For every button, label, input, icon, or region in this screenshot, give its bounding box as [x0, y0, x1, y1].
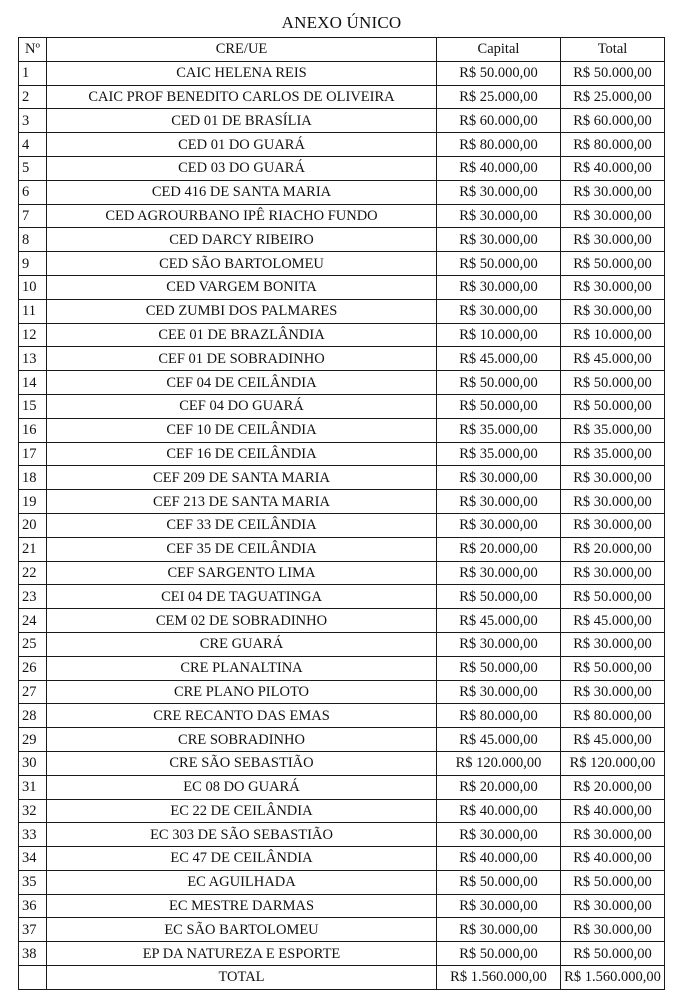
row-total: R$ 80.000,00 — [561, 704, 665, 728]
row-capital: R$ 30.000,00 — [437, 275, 561, 299]
row-capital: R$ 50.000,00 — [437, 942, 561, 966]
row-capital: R$ 45.000,00 — [437, 347, 561, 371]
table-row — [19, 418, 665, 442]
row-cre-ue: CED DARCY RIBEIRO — [47, 228, 437, 252]
row-total: R$ 10.000,00 — [561, 323, 665, 347]
row-total: R$ 50.000,00 — [561, 942, 665, 966]
row-capital: R$ 40.000,00 — [437, 847, 561, 871]
row-capital: R$ 80.000,00 — [437, 704, 561, 728]
row-number: 37 — [19, 918, 47, 942]
row-capital: R$ 45.000,00 — [437, 609, 561, 633]
row-capital: R$ 30.000,00 — [437, 680, 561, 704]
row-capital: R$ 50.000,00 — [437, 656, 561, 680]
header-number: Nº — [19, 38, 47, 62]
row-number: 36 — [19, 894, 47, 918]
row-cre-ue: CEF SARGENTO LIMA — [47, 561, 437, 585]
row-number: 24 — [19, 609, 47, 633]
row-total: R$ 30.000,00 — [561, 275, 665, 299]
row-number: 6 — [19, 180, 47, 204]
table-row — [19, 466, 665, 490]
table-row — [19, 204, 665, 228]
row-total: R$ 30.000,00 — [561, 490, 665, 514]
row-capital: R$ 80.000,00 — [437, 133, 561, 157]
row-number: 25 — [19, 632, 47, 656]
row-capital: R$ 50.000,00 — [437, 870, 561, 894]
document-title: ANEXO ÚNICO — [281, 13, 402, 32]
total-label: TOTAL — [47, 966, 437, 990]
row-cre-ue: CEF 10 DE CEILÂNDIA — [47, 418, 437, 442]
row-number: 15 — [19, 394, 47, 418]
row-number: 27 — [19, 680, 47, 704]
row-cre-ue: CEF 04 DO GUARÁ — [47, 394, 437, 418]
row-cre-ue: CRE PLANO PILOTO — [47, 680, 437, 704]
row-capital: R$ 30.000,00 — [437, 490, 561, 514]
table-row — [19, 61, 665, 85]
row-number: 3 — [19, 109, 47, 133]
row-total: R$ 50.000,00 — [561, 656, 665, 680]
total-total: R$ 1.560.000,00 — [561, 966, 665, 990]
table-row — [19, 680, 665, 704]
row-number: 2 — [19, 85, 47, 109]
row-total: R$ 120.000,00 — [561, 751, 665, 775]
table-row — [19, 299, 665, 323]
row-total: R$ 50.000,00 — [561, 585, 665, 609]
row-cre-ue: CRE SOBRADINHO — [47, 728, 437, 752]
allocation-table — [18, 37, 665, 990]
table-row — [19, 347, 665, 371]
table-row — [19, 109, 665, 133]
row-capital: R$ 30.000,00 — [437, 894, 561, 918]
row-number: 31 — [19, 775, 47, 799]
row-total: R$ 40.000,00 — [561, 847, 665, 871]
table-header-row — [19, 38, 665, 62]
table-row — [19, 228, 665, 252]
row-cre-ue: CEI 04 DE TAGUATINGA — [47, 585, 437, 609]
table-row — [19, 847, 665, 871]
row-number: 38 — [19, 942, 47, 966]
row-capital: R$ 30.000,00 — [437, 561, 561, 585]
row-cre-ue: CEF 16 DE CEILÂNDIA — [47, 442, 437, 466]
row-number: 4 — [19, 133, 47, 157]
table-row — [19, 275, 665, 299]
row-capital: R$ 10.000,00 — [437, 323, 561, 347]
row-cre-ue: CED 01 DE BRASÍLIA — [47, 109, 437, 133]
row-cre-ue: EC 22 DE CEILÂNDIA — [47, 799, 437, 823]
row-number: 17 — [19, 442, 47, 466]
row-total: R$ 40.000,00 — [561, 799, 665, 823]
row-capital: R$ 35.000,00 — [437, 442, 561, 466]
row-total: R$ 50.000,00 — [561, 252, 665, 276]
row-total: R$ 50.000,00 — [561, 61, 665, 85]
row-number: 34 — [19, 847, 47, 871]
row-total: R$ 30.000,00 — [561, 228, 665, 252]
table-row — [19, 751, 665, 775]
row-total: R$ 30.000,00 — [561, 823, 665, 847]
row-capital: R$ 25.000,00 — [437, 85, 561, 109]
row-total: R$ 35.000,00 — [561, 442, 665, 466]
row-cre-ue: CEF 35 DE CEILÂNDIA — [47, 537, 437, 561]
row-capital: R$ 30.000,00 — [437, 204, 561, 228]
row-capital: R$ 30.000,00 — [437, 823, 561, 847]
row-cre-ue: EC 47 DE CEILÂNDIA — [47, 847, 437, 871]
total-capital: R$ 1.560.000,00 — [437, 966, 561, 990]
row-cre-ue: CEF 01 DE SOBRADINHO — [47, 347, 437, 371]
table-row — [19, 513, 665, 537]
header-total: Total — [561, 38, 665, 62]
row-number: 28 — [19, 704, 47, 728]
row-cre-ue: EC AGUILHADA — [47, 870, 437, 894]
row-number: 5 — [19, 156, 47, 180]
row-cre-ue: EP DA NATUREZA E ESPORTE — [47, 942, 437, 966]
row-cre-ue: CEF 213 DE SANTA MARIA — [47, 490, 437, 514]
row-cre-ue: CED 01 DO GUARÁ — [47, 133, 437, 157]
row-capital: R$ 20.000,00 — [437, 537, 561, 561]
table-row — [19, 799, 665, 823]
table-row — [19, 180, 665, 204]
row-capital: R$ 50.000,00 — [437, 61, 561, 85]
row-total: R$ 45.000,00 — [561, 609, 665, 633]
row-total: R$ 30.000,00 — [561, 513, 665, 537]
row-capital: R$ 120.000,00 — [437, 751, 561, 775]
table-row — [19, 394, 665, 418]
row-cre-ue: CEF 33 DE CEILÂNDIA — [47, 513, 437, 537]
row-number: 26 — [19, 656, 47, 680]
table-total-row — [19, 966, 665, 990]
row-total: R$ 50.000,00 — [561, 371, 665, 395]
row-cre-ue: CED 416 DE SANTA MARIA — [47, 180, 437, 204]
table-row — [19, 775, 665, 799]
table-row — [19, 252, 665, 276]
row-cre-ue: CEM 02 DE SOBRADINHO — [47, 609, 437, 633]
row-total: R$ 80.000,00 — [561, 133, 665, 157]
row-cre-ue: CEF 04 DE CEILÂNDIA — [47, 371, 437, 395]
row-total: R$ 30.000,00 — [561, 180, 665, 204]
row-total: R$ 30.000,00 — [561, 204, 665, 228]
row-capital: R$ 40.000,00 — [437, 156, 561, 180]
row-capital: R$ 50.000,00 — [437, 252, 561, 276]
row-number: 30 — [19, 751, 47, 775]
row-capital: R$ 30.000,00 — [437, 228, 561, 252]
row-total: R$ 20.000,00 — [561, 775, 665, 799]
row-total: R$ 30.000,00 — [561, 299, 665, 323]
row-total: R$ 35.000,00 — [561, 418, 665, 442]
total-empty-cell — [19, 966, 47, 990]
row-capital: R$ 35.000,00 — [437, 418, 561, 442]
row-cre-ue: CAIC PROF BENEDITO CARLOS DE OLIVEIRA — [47, 85, 437, 109]
table-row — [19, 585, 665, 609]
table-row — [19, 656, 665, 680]
row-capital: R$ 30.000,00 — [437, 918, 561, 942]
row-cre-ue: CAIC HELENA REIS — [47, 61, 437, 85]
row-number: 1 — [19, 61, 47, 85]
row-cre-ue: CEF 209 DE SANTA MARIA — [47, 466, 437, 490]
row-total: R$ 30.000,00 — [561, 561, 665, 585]
row-total: R$ 30.000,00 — [561, 466, 665, 490]
row-cre-ue: CED ZUMBI DOS PALMARES — [47, 299, 437, 323]
row-cre-ue: CED AGROURBANO IPÊ RIACHO FUNDO — [47, 204, 437, 228]
row-capital: R$ 45.000,00 — [437, 728, 561, 752]
table-row — [19, 870, 665, 894]
row-number: 8 — [19, 228, 47, 252]
row-capital: R$ 30.000,00 — [437, 632, 561, 656]
table-row — [19, 371, 665, 395]
table-row — [19, 133, 665, 157]
row-capital: R$ 20.000,00 — [437, 775, 561, 799]
row-capital: R$ 50.000,00 — [437, 394, 561, 418]
table-row — [19, 609, 665, 633]
row-capital: R$ 30.000,00 — [437, 513, 561, 537]
row-total: R$ 40.000,00 — [561, 156, 665, 180]
row-capital: R$ 30.000,00 — [437, 180, 561, 204]
row-total: R$ 45.000,00 — [561, 728, 665, 752]
table-row — [19, 942, 665, 966]
row-number: 9 — [19, 252, 47, 276]
table-body — [19, 61, 665, 965]
header-cre-ue: CRE/UE — [47, 38, 437, 62]
row-number: 13 — [19, 347, 47, 371]
row-total: R$ 45.000,00 — [561, 347, 665, 371]
row-total: R$ 60.000,00 — [561, 109, 665, 133]
row-cre-ue: CRE PLANALTINA — [47, 656, 437, 680]
row-cre-ue: EC MESTRE DARMAS — [47, 894, 437, 918]
table-row — [19, 894, 665, 918]
row-number: 21 — [19, 537, 47, 561]
row-number: 22 — [19, 561, 47, 585]
table-row — [19, 537, 665, 561]
table-row — [19, 632, 665, 656]
row-cre-ue: EC SÃO BARTOLOMEU — [47, 918, 437, 942]
table-row — [19, 704, 665, 728]
table-row — [19, 442, 665, 466]
row-number: 12 — [19, 323, 47, 347]
row-number: 33 — [19, 823, 47, 847]
row-cre-ue: CED SÃO BARTOLOMEU — [47, 252, 437, 276]
row-capital: R$ 60.000,00 — [437, 109, 561, 133]
table-row — [19, 85, 665, 109]
row-cre-ue: CED VARGEM BONITA — [47, 275, 437, 299]
row-total: R$ 30.000,00 — [561, 918, 665, 942]
row-number: 19 — [19, 490, 47, 514]
row-total: R$ 50.000,00 — [561, 870, 665, 894]
row-number: 20 — [19, 513, 47, 537]
row-number: 23 — [19, 585, 47, 609]
row-cre-ue: EC 303 DE SÃO SEBASTIÃO — [47, 823, 437, 847]
row-capital: R$ 50.000,00 — [437, 371, 561, 395]
row-number: 10 — [19, 275, 47, 299]
row-total: R$ 30.000,00 — [561, 680, 665, 704]
row-capital: R$ 50.000,00 — [437, 585, 561, 609]
row-number: 32 — [19, 799, 47, 823]
row-cre-ue: CED 03 DO GUARÁ — [47, 156, 437, 180]
row-cre-ue: CEE 01 DE BRAZLÂNDIA — [47, 323, 437, 347]
row-capital: R$ 30.000,00 — [437, 466, 561, 490]
table-row — [19, 156, 665, 180]
row-number: 16 — [19, 418, 47, 442]
row-capital: R$ 30.000,00 — [437, 299, 561, 323]
row-number: 14 — [19, 371, 47, 395]
row-number: 18 — [19, 466, 47, 490]
table-row — [19, 561, 665, 585]
row-number: 11 — [19, 299, 47, 323]
table-row — [19, 728, 665, 752]
row-number: 7 — [19, 204, 47, 228]
row-cre-ue: EC 08 DO GUARÁ — [47, 775, 437, 799]
header-capital: Capital — [437, 38, 561, 62]
table-row — [19, 323, 665, 347]
row-total: R$ 25.000,00 — [561, 85, 665, 109]
row-total: R$ 30.000,00 — [561, 894, 665, 918]
table-row — [19, 490, 665, 514]
row-total: R$ 20.000,00 — [561, 537, 665, 561]
table-row — [19, 918, 665, 942]
row-cre-ue: CRE GUARÁ — [47, 632, 437, 656]
row-cre-ue: CRE SÃO SEBASTIÃO — [47, 751, 437, 775]
row-cre-ue: CRE RECANTO DAS EMAS — [47, 704, 437, 728]
row-number: 35 — [19, 870, 47, 894]
row-total: R$ 50.000,00 — [561, 394, 665, 418]
row-capital: R$ 40.000,00 — [437, 799, 561, 823]
row-total: R$ 30.000,00 — [561, 632, 665, 656]
row-number: 29 — [19, 728, 47, 752]
table-row — [19, 823, 665, 847]
